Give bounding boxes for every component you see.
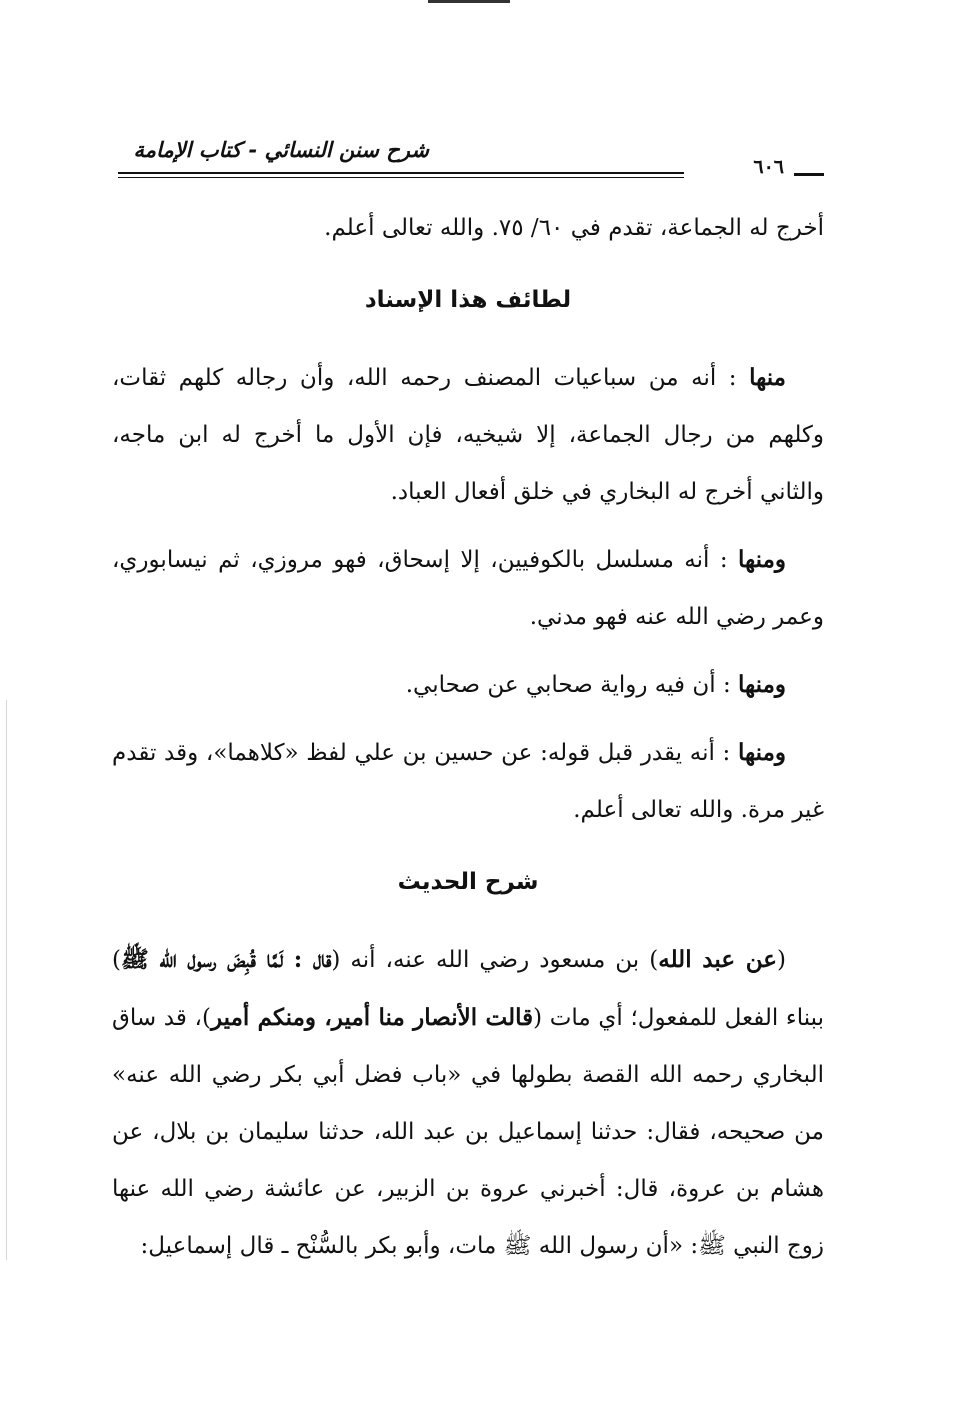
- isnad-point-4: [112, 724, 824, 839]
- intro-line: أخرج له الجماعة، تقدم في ٦٠/ ٧٥. والله تعالى أعلم.: [324, 215, 824, 241]
- quoted-text: قالت الأنصار منا أمير، ومنكم أمير: [210, 1004, 534, 1031]
- point-text: : أنه مسلسل بالكوفيين، إلا إسحاق، فهو مروزي، ثم نيسابوري، وعمر رضي الله عنه فهو مدني.: [112, 547, 824, 630]
- hadith-commentary: [112, 931, 824, 1275]
- isnad-point-2: [112, 531, 824, 646]
- quoted-text: عن عبد الله: [658, 946, 778, 973]
- scan-edge-line: [6, 700, 7, 1260]
- point-lead: ومنها: [738, 739, 786, 766]
- isnad-point-1: [112, 349, 824, 521]
- point-lead: ومنها: [738, 546, 786, 573]
- isnad-point-3: [112, 656, 824, 714]
- page-number: ٦٠٦: [753, 156, 784, 178]
- point-text: : أنه يقدر قبل قوله: عن حسين بن علي لفظ «كلاهما»، وقد تقدم غير مرة. والله تعالى أعلم.: [112, 740, 824, 823]
- commentary-text: )، قد ساق البخاري رحمه الله القصة بطولها في «باب فضل أبي بكر رضي الله عنه» من صحيحه، فقال: حدثنا إسماعيل بن عبد الله، حدثنا سليمان بن بلال، عن هشام بن عروة، قال: أخبرني عروة بن الزبير، عن عائشة رضي الله عنها زوج النبي ﷺ: «أن رسول الله ﷺ مات، وأبو بكر بالسُّنْح ـ قال إسماعيل:: [112, 1005, 824, 1259]
- section-heading-isnad: لطائف هذا الإسناد: [364, 287, 572, 313]
- bracket-text: (: [777, 947, 786, 973]
- commentary-text: ) بن مسعود رضي الله عنه، أنه (: [331, 947, 659, 973]
- page-number-dash: [794, 173, 824, 176]
- point-text: : أنه من سباعيات المصنف رحمه الله، وأن رجاله كلهم ثقات، وكلهم من رجال الجماعة، إلا شيخيه، فإن الأول ما أخرج له ابن ماجه، والثاني أخرج له البخاري في خلق أفعال العباد.: [112, 365, 824, 505]
- header-rule-thin: [118, 177, 684, 178]
- header-rule: [118, 172, 684, 174]
- point-text: : أن فيه رواية صحابي عن صحابي.: [405, 672, 731, 698]
- quoted-text: قال : لَمَّا قُبِضَ رسول الله ﷺ: [120, 946, 332, 973]
- page-header: [118, 138, 824, 188]
- top-edge-rule: [428, 0, 510, 3]
- commentary-text: ) ببناء الفعل للمفعول؛ أي مات (: [112, 947, 824, 1031]
- running-title: شرح سنن النسائي - كتاب الإمامة: [133, 138, 429, 162]
- point-lead: منها: [749, 364, 786, 391]
- page-body: [112, 200, 824, 1275]
- point-lead: ومنها: [738, 671, 786, 698]
- section-heading-sharh: شرح الحديث: [397, 869, 539, 895]
